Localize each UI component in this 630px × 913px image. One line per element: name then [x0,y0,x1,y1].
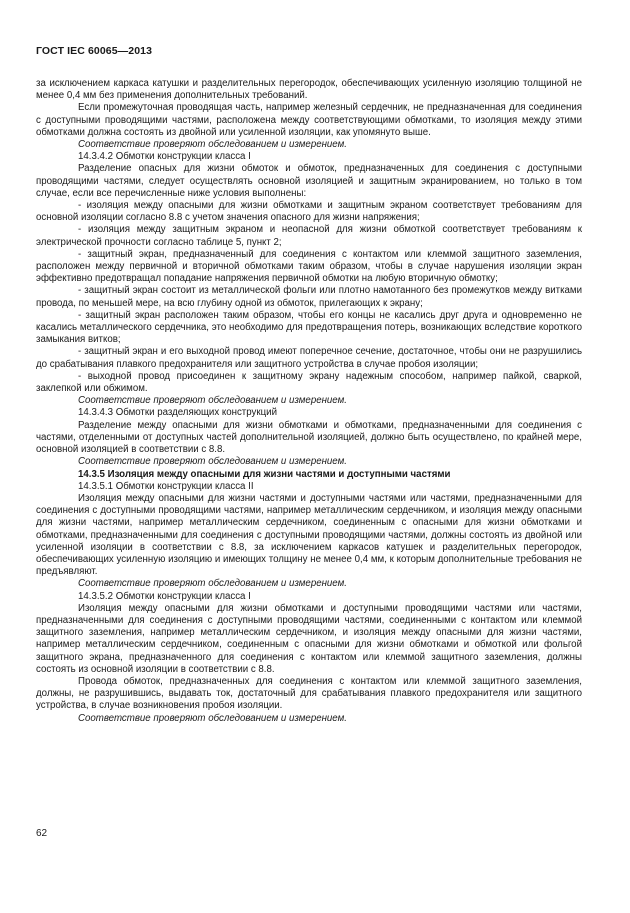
paragraph: за исключением каркаса катушки и разделительных перегородок, обеспечивающих усиленную изоляцию толщиной не менее 0,4 мм без применения дополнительных требований. [36,78,582,102]
compliance-note: Соответствие проверяют обследованием и измерением. [78,139,347,151]
compliance-note: Соответствие проверяют обследованием и измерением. [78,578,347,590]
paragraph: Изоляция между опасными для жизни частями и доступными частями или частями, предназначенными для соединения с доступными проводящими частями, например металлическим сердечником, и изоляция между опасными для жизни частями, например металлическим сердечником, соединенным с опасными для жизни обмотками и обмотками, предназначенными для соединения с доступными проводящими частями, должны состоять из двойной или усиленной изоляции в соответствии с 8.8, за исключением каркасов катушек и разделительных перегородок, обеспечивающих усиленную изоляцию и имеющих толщину не менее 0,4 мм, к которым дополнительные требования не предъявляют. [36,492,582,578]
list-item: - защитный экран и его выходной провод имеют поперечное сечение, достаточное, чтобы они не разрушились до срабатывания плавкого предохранителя или защитного устройства в случае пробоя изоляции; [36,346,582,370]
compliance-note: Соответствие проверяют обследованием и измерением. [78,712,347,724]
list-item: - изоляция между опасными для жизни обмотками и защитным экраном соответствует требованиям для основной изоляции согласно 8.8 с учетом значения опасного для жизни напряжения; [36,200,582,224]
page-number: 62 [36,828,48,839]
compliance-note: Соответствие проверяют обследованием и измерением. [78,456,347,468]
list-item: - защитный экран состоит из металлической фольги или плотно намотанного без промежутков между витками провода, по меньшей мере, на всю глубину одной из обмоток, прилегающих к экрану; [36,285,582,309]
subsection-heading: 14.3.5.1 Обмотки конструкции класса II [78,480,254,492]
paragraph: Разделение между опасными для жизни обмотками и обмотками, предназначенными для соединения с частями, отделенными от доступных частей дополнительной изоляцией, должно быть осуществлено, по крайней мере, основной изоляцией в соответствии с 8.8. [36,419,582,456]
list-item: - защитный экран, предназначенный для соединения с контактом или клеммой защитного заземления, расположен между первичной и вторичной обмотками таким образом, чтобы в случае нарушения изоляции экран эффективно предотвращал попадание напряжения первичной обмотки на любую вторичную обмотку; [36,248,582,285]
paragraph: Если промежуточная проводящая часть, например железный сердечник, не предназначенная для соединения с доступными проводящими частями, расположена между соответствующими обмотками, то изоляция между этими обмотками должна состоять из двойной или усиленной изоляции, как упомянуто выше. [36,102,582,138]
subsection-heading: 14.3.4.2 Обмотки конструкции класса I [78,151,251,163]
document-body [36,78,582,725]
document-header: ГОСТ IEC 60065—2013 [36,45,153,57]
section-heading: 14.3.5 Изоляция между опасными для жизни частями и доступными частями [78,468,451,480]
list-item: - защитный экран расположен таким образом, чтобы его концы не касались друг друга и одновременно не касались металлического сердечника, это необходимо для предотвращения потерь, возникающих вследствие короткого замыкания витков; [36,309,582,346]
compliance-note: Соответствие проверяют обследованием и измерением. [78,395,347,407]
list-item: - выходной провод присоединен к защитному экрану надежным способом, например пайкой, сваркой, заклепкой или обжимом. [36,370,582,395]
list-item: - изоляция между защитным экраном и неопасной для жизни обмоткой соответствует требованиям к электрической прочности согласно таблице 5, пункт 2; [36,224,582,248]
subsection-heading: 14.3.5.2 Обмотки конструкции класса I [78,590,251,602]
paragraph: Разделение опасных для жизни обмоток и обмоток, предназначенных для соединения с доступными проводящими частями, следует осуществлять основной изоляцией и защитным экранированием, но только в том случае, если все перечисленные ниже условия выполнены: [36,163,582,199]
paragraph: Изоляция между опасными для жизни обмотками и доступными проводящими частями или частями, предназначенными для соединения с доступными проводящими частями, соединенными с контактом или клеммой защитного заземления, например металлическим сердечником, и изоляция между опасными для жизни частями, например металлическим сердечником, соединенным с опасными для жизни обмотками и обмоткой или фольгой защитного экрана, предназначенного для соединения с контактом или клеммой защитного заземления, должны состоять из основной изоляции в соответствии с 8.8. [36,602,582,675]
subsection-heading: 14.3.4.3 Обмотки разделяющих конструкций [78,407,277,419]
paragraph: Провода обмоток, предназначенных для соединения с контактом или клеммой защитного заземления, должны, не разрушившись, выдавать ток, достаточный для срабатывания плавкого предохранителя или защитного устройства, в случае возникновения пробоя изоляции. [36,675,582,712]
